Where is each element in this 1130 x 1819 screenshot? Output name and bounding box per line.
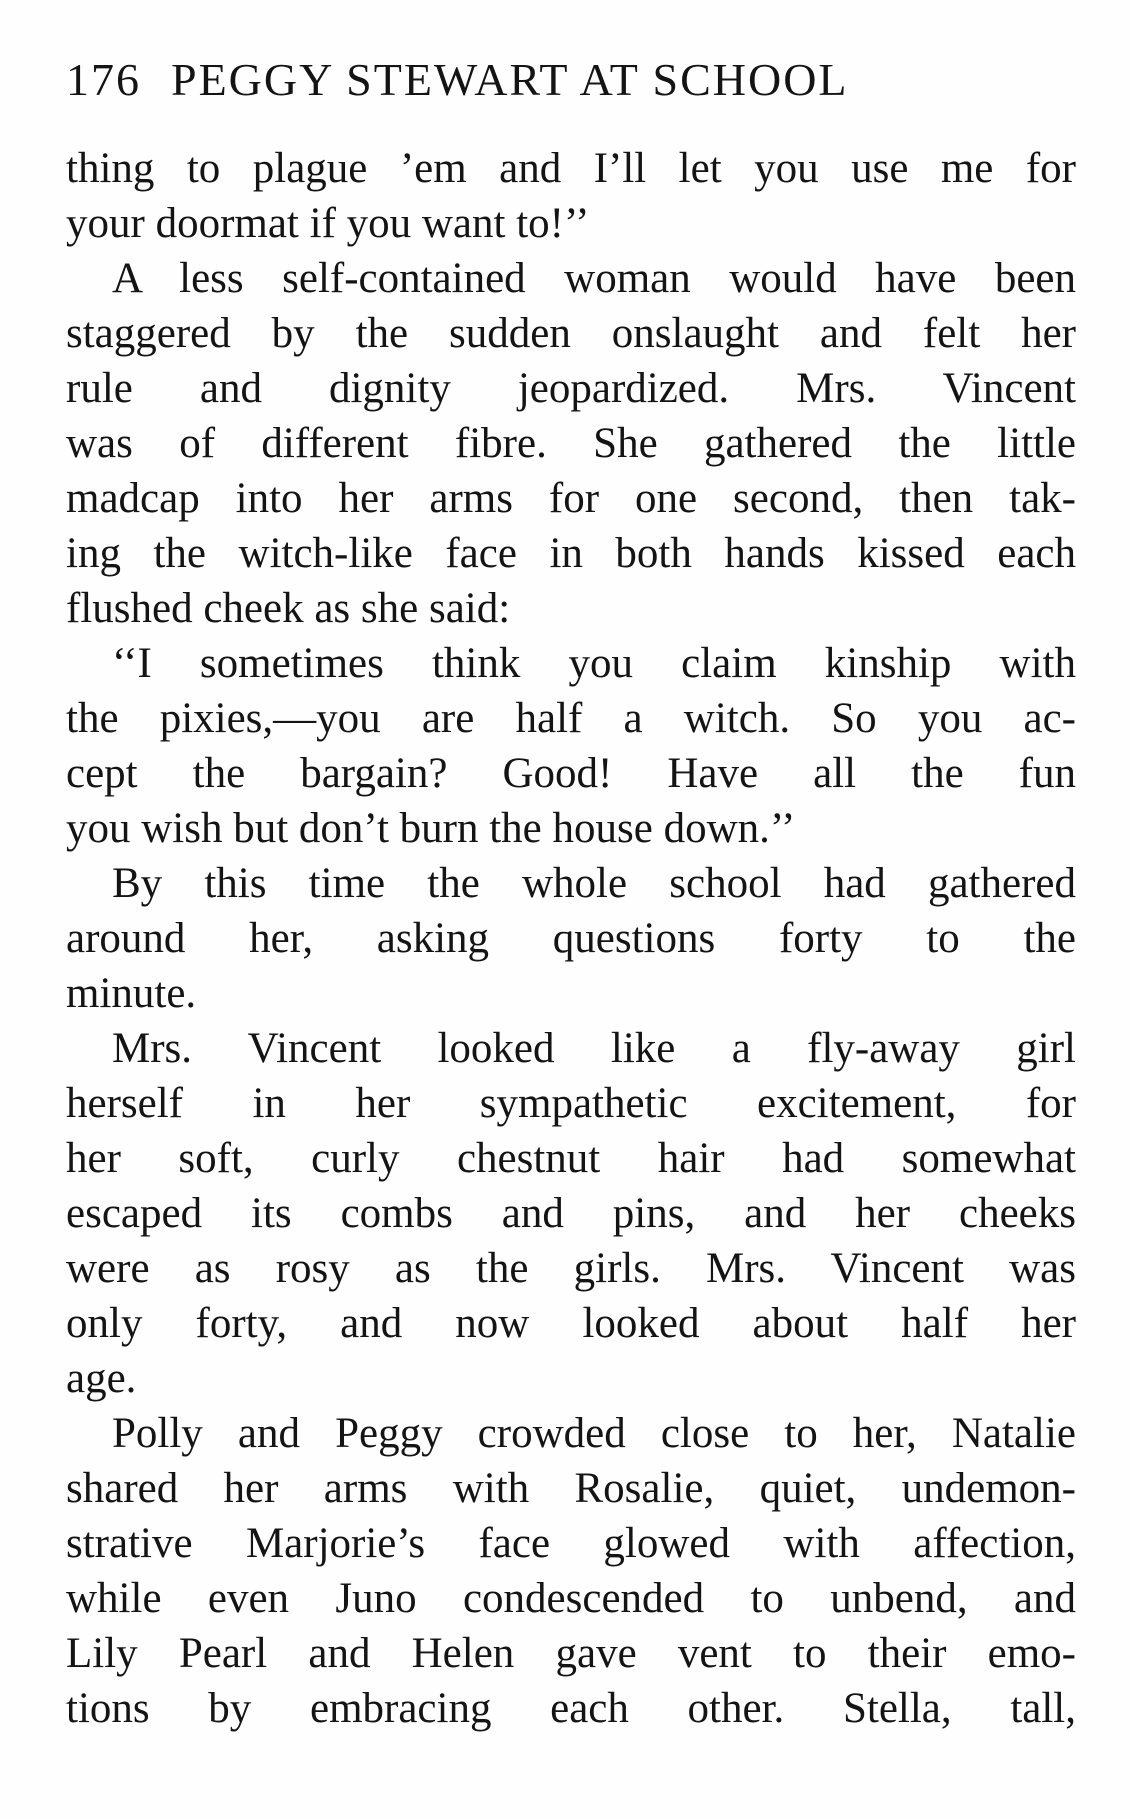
- text-line: strative Marjorie’s face glowed with affection,: [66, 1520, 1076, 1567]
- text-line: Polly and Peggy crowded close to her, Natalie: [112, 1410, 1076, 1457]
- text-line: madcap into her arms for one second, then tak-: [66, 475, 1076, 522]
- text-line: thing to plague ’em and I’ll let you use me for: [66, 145, 1076, 192]
- text-line: By this time the whole school had gathered: [112, 860, 1076, 907]
- text-line: Mrs. Vincent looked like a fly-away girl: [112, 1025, 1076, 1072]
- text-line: while even Juno condescended to unbend, and: [66, 1575, 1076, 1622]
- text-line: her soft, curly chestnut hair had somewhat: [66, 1135, 1076, 1182]
- text-line: tions by embracing each other. Stella, tall,: [66, 1685, 1076, 1732]
- text-line: ing the witch-like face in both hands kissed each: [66, 530, 1076, 577]
- text-line: around her, asking questions forty to the: [66, 915, 1076, 962]
- text-line: ‘‘I sometimes think you claim kinship with: [112, 640, 1076, 687]
- text-line: shared her arms with Rosalie, quiet, undemon-: [66, 1465, 1076, 1512]
- text-line: minute.: [66, 970, 197, 1017]
- text-line: A less self-contained woman would have been: [112, 255, 1076, 302]
- text-line: rule and dignity jeopardized. Mrs. Vincent: [66, 365, 1076, 412]
- text-line: cept the bargain? Good! Have all the fun: [66, 750, 1076, 797]
- text-line: staggered by the sudden onslaught and felt her: [66, 310, 1076, 357]
- body-text: [66, 141, 1076, 1736]
- text-line: flushed cheek as she said:: [66, 585, 511, 632]
- text-line: your doormat if you want to!’’: [66, 200, 590, 247]
- page-number: 176: [66, 54, 141, 105]
- text-line: you wish but don’t burn the house down.’’: [66, 805, 796, 852]
- text-line: Lily Pearl and Helen gave vent to their emo-: [66, 1630, 1076, 1677]
- text-line: the pixies,—you are half a witch. So you ac-: [66, 695, 1076, 742]
- text-line: age.: [66, 1355, 137, 1402]
- text-line: only forty, and now looked about half her: [66, 1300, 1076, 1347]
- text-line: was of different fibre. She gathered the little: [66, 420, 1076, 467]
- book-title: PEGGY STEWART AT SCHOOL: [171, 54, 849, 105]
- text-line: escaped its combs and pins, and her cheeks: [66, 1190, 1076, 1237]
- text-line: were as rosy as the girls. Mrs. Vincent was: [66, 1245, 1076, 1292]
- running-head: [66, 50, 1076, 110]
- text-line: herself in her sympathetic excitement, for: [66, 1080, 1076, 1127]
